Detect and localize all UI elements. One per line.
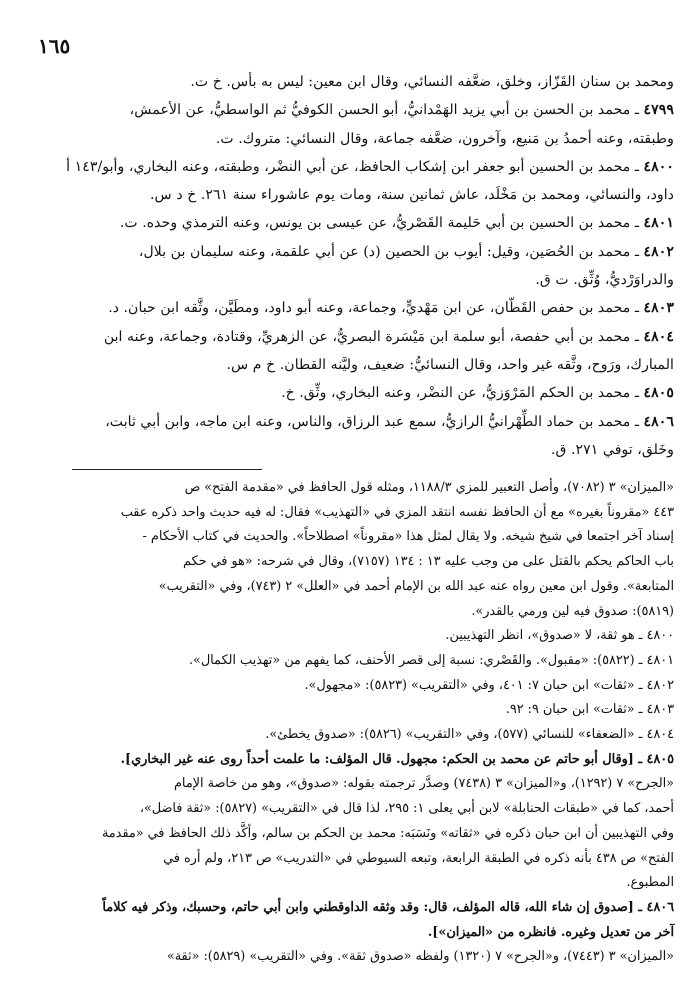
entry-line: ٤٨٠١ ـ محمد بن الحسين بن أبي حَليمة القَصْريُّ، عن عيسى بن يونس، وعنه الترمذي وحده. ت. (119, 215, 674, 232)
footnote-line: ٤٨٠٠ ـ هو ثقة، لا «صدوق»، انظر التهذيبين. (445, 628, 674, 644)
footnote-line: ٤٨٠٣ ـ «ثقات» ابن حبان ٩: ٩٢. (505, 702, 674, 718)
footnote-line: وفي التهذيبين أن ابن حبان ذكره في «ثقاته» ونَسَبَه: محمد بن الحكم بن سالم، وأكَّد ذلك الحافظ في «مقدمة (101, 825, 674, 841)
footnote-line: المطبوع. (626, 875, 674, 891)
footnote-line: «الجرح» ٧ (١٢٩٢)، و«الميزان» ٣ (٧٤٣٨) وصدَّر ترجمته بقوله: «صدوق»، وهو من خاصة الإمام (174, 776, 674, 792)
entry-line: وطبقته، وعنه أحمدُ بن مَنيع، وآخرون، ضعَّفه جماعة، وقال النسائي: متروك. ت. (215, 130, 674, 147)
footnote-line: إسناد آخر اجتمعا في شيخ شيخه. ولا يقال لمثل هذا «مقروناً» اصطلاحاً». والحديث في كتاب الأحكام - (142, 529, 674, 545)
footnotes (42, 476, 674, 970)
entry-line: ٤٨٠٤ ـ محمد بن أبي حفصة، أبو سلمة ابن مَيْسَرة البصريُّ، عن الزهريِّ، وقتادة، وجماعة، وعنه ابن (103, 328, 674, 345)
footnote-line: ٤٨٠٢ ـ «ثقات» ابن حبان ٧: ٤٠١، وفي «التقريب» (٥٨٢٣): «مجهول». (304, 677, 674, 693)
entry-line: والدراوَرْديُّ، وُثِّق. ت ق. (535, 272, 674, 289)
entry-line: داود، والنسائي، ومحمد بن مَخْلَد، عاش ثمانين سنة، ومات يوم عاشوراء سنة ٢٦١. خ د س. (150, 187, 674, 204)
footnote-line: ٤٨٠٦ ـ [صدوق إن شاء الله، قاله المؤلف، قال: وقد وثقه الداوقطني وابن أبي حاتم، وحسبك، وذكر فيه كلاماً (102, 899, 674, 915)
footnote-line: ٤٨٠٥ ـ [وقال أبو حاتم عن محمد بن الحكم: مجهول. قال المؤلف: ما علمت أحداً روى عنه غير البخاري]. (120, 751, 674, 767)
entry-line: وخَلق، توفي ٢٧١. ق. (550, 441, 674, 458)
footnote-line: باب الحاكم يحكم بالقتل على من وجب عليه ١٣ : ١٣٤ (٧١٥٧)، وقال في شرحه: «هو في حكم (183, 554, 674, 570)
footnote-line: (٥٨١٩): صدوق فيه لين ورمي بالقدر». (471, 603, 674, 619)
entry-line: ومحمد بن سنان القَزّاز، وخلق، ضعَّفه النسائي، وقال ابن معين: ليس به بأس. خ ت. (190, 74, 674, 90)
footnote-line: «الميزان» ٣ (٧٠٨٢)، وأصل التعبير للمزي ١١٨٨/٣، ومثله قول الحافظ في «مقدمة الفتح» ص (184, 480, 674, 495)
footnote-divider (72, 469, 262, 470)
footnote-line: «الميزان» ٣ (٧٤٤٣)، و«الجرح» ٧ (١٣٢٠) ولفظه «صدوق ثقة». وفي «التقريب» (٥٨٢٩): «ثقة» (166, 949, 674, 965)
footnote-line: أحمد، كما في «طبقات الحنابلة» لابن أبي يعلى ١: ٢٩٥، لذا قال في «التقريب» (٥٨٢٧): «ثقة فاضل»، (139, 801, 674, 817)
footnote-line: الفتح» ص ٤٣٨ بأنه ذكره في الطبقة الرابعة، وتبعه السيوطي في «التدريب» ص ٢١٣، ولم أره في (163, 850, 674, 866)
footnote-line: ٤٨٠٤ ـ «الضعفاء» للنسائي (٥٧٧)، وفي «التقريب» (٥٨٢٦): «صدوق يخطئ». (265, 727, 674, 743)
page-number: ١٦٥ (38, 34, 71, 58)
footnote-line: المتابعة». وقول ابن معين رواه عنه عبد الله بن الإمام أحمد في «العلل» ٢ (٧٤٣)، وفي «التقريب» (158, 578, 674, 594)
entry-line: ٤٧٩٩ ـ محمد بن الحسن بن أبي يزيد الهَمْدانيُّ، أبو الحسن الكوفيُّ ثم الواسطيُّ، عن الأعمش، (129, 102, 674, 119)
entry-line: ٤٨٠٢ ـ محمد بن الحُصَين، وقيل: أيوب بن الحصين (د) عن أبي علقمة، وعنه سليمان بن بلال، (138, 243, 674, 260)
entry-line: ٤٨٠٦ ـ محمد بن حماد الطِّهْرانيُّ الرازيُّ، سمع عبد الرزاق، والناس، وعنه ابن ماجه، وابن أبي ثابت، (105, 413, 674, 430)
entry-line: ٤٨٠٥ ـ محمد بن الحكم المَرْوَزيُّ، عن النضْر، وعنه البخاري، وثِّق. خ. (281, 385, 674, 402)
footnote-line: ٤٤٣ «مقروناً بغيره» مع أن الحافظ نفسه انتقد المزي في «التهذيب» فقال: له فيه حديث واحد ذكره عقب (120, 504, 674, 520)
main-text (28, 68, 674, 464)
entry-line: المبارك، ورَوح، وثَّقه غير واحد، وقال النسائيُّ: ضعيف، وليَّنه القطان. خ م س. (226, 356, 674, 373)
entry-line: ٤٨٠٣ ـ محمد بن حفص القَطّان، عن ابن مَهْديٍّ، وجماعة، وعنه أبو داود، ومطَيَّن، وثَّقه ابن حبان. د. (108, 300, 674, 317)
entry-line: ٤٨٠٠ ـ محمد بن الحسين أبو جعفر ابن إشكاب الحافظ، عن أبي النضْر، وطبقته، وعنه البخاري، وأبو/١٤٣ أ (66, 158, 674, 175)
footnote-line: ٤٨٠١ ـ (٥٨٢٢): «مقبول». والقَصْري: نسبة إلى قصر الأحنف، كما يفهم من «تهذيب الكمال». (188, 652, 674, 668)
footnote-line: آخر من تعديل وغيره. فانظره من «الميزان»]. (427, 924, 674, 940)
